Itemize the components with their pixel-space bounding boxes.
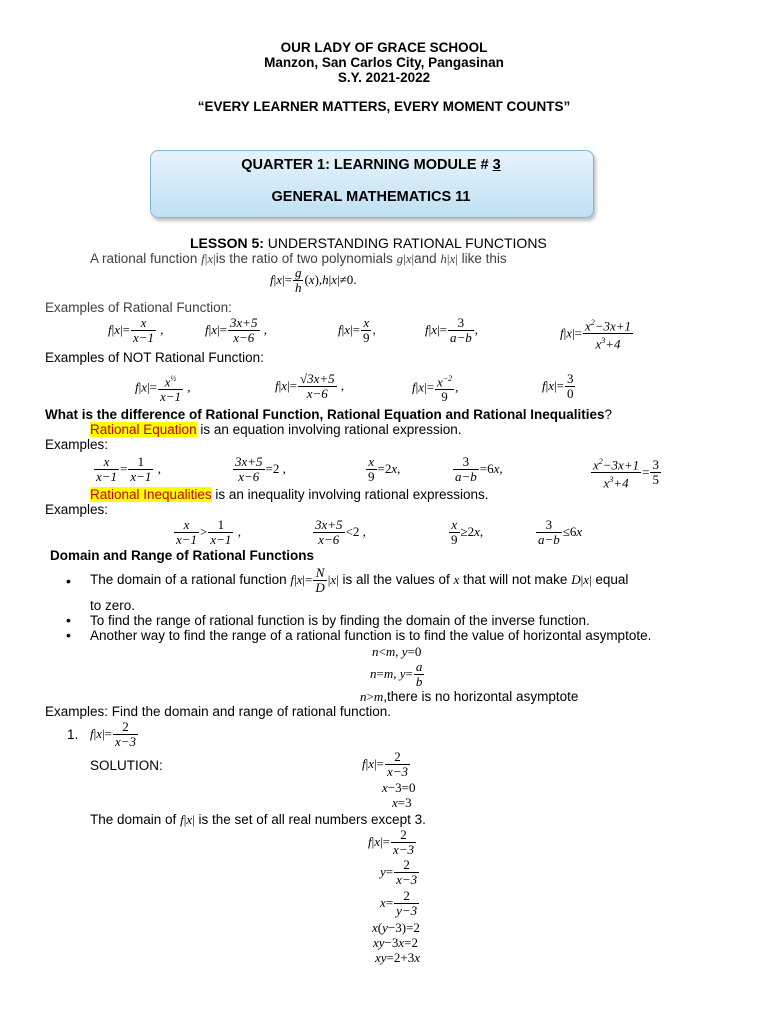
domain-range-heading: Domain and Range of Rational Functions bbox=[50, 548, 315, 563]
module-number: 3 bbox=[492, 157, 501, 173]
inverse-step-6: xy=2+3x bbox=[375, 950, 420, 965]
range-bullet-3: Another way to find the range of a rational function is to find the value of horizontal asymptote. bbox=[90, 628, 652, 643]
rational-inequalities-term: Rational Inequalities bbox=[90, 487, 212, 502]
not-rational-example-2: f|x|= $\frac{√3x+5}{x-6}$ , bbox=[275, 371, 345, 401]
bullet-3-marker: • bbox=[66, 627, 71, 643]
school-year: S.Y. 2021-2022 bbox=[337, 70, 431, 85]
equation-example-2: $\frac{3x+5}{x-6}$ =2 , bbox=[235, 454, 286, 484]
inverse-step-3: x= $\frac{2}{y-3}$ bbox=[380, 888, 418, 918]
solution-label: SOLUTION: bbox=[90, 758, 163, 773]
not-rational-example-4: f|x|= $\frac{3}{0}$ bbox=[542, 371, 574, 401]
module-subject: GENERAL MATHEMATICS 11 bbox=[271, 189, 471, 205]
bullet-1-marker: • bbox=[66, 573, 71, 589]
equation-example-3: $\frac{x}{9}$ =2x, bbox=[368, 454, 401, 484]
difference-question: What is the difference of Rational Function, Rational Equation and Rational Inequalities? bbox=[45, 407, 613, 422]
lesson-heading bbox=[190, 235, 547, 251]
school-name: OUR LADY OF GRACE SCHOOL bbox=[280, 40, 488, 55]
rational-example-3: f|x|= $\frac{x}{9}$ , bbox=[338, 315, 376, 345]
asymptote-case-1: n<m, y=0 bbox=[372, 644, 422, 659]
inverse-step-4: x(y−3)=2 bbox=[372, 920, 420, 935]
equation-example-5: $\frac{x^2-3x+1}{x^3+4}$ = $\frac{3}{5}$ bbox=[593, 457, 659, 491]
inverse-step-5: xy−3x=2 bbox=[373, 935, 419, 950]
equation-example-1: $\frac{x}{x-1}$ = $\frac{1}{x-1}$ , bbox=[96, 454, 161, 484]
example-function: f|x|= $\frac{2}{x-3}$ bbox=[90, 719, 136, 749]
inequality-example-1: $\frac{x}{x-1}$ > $\frac{1}{x-1}$ , bbox=[176, 517, 241, 547]
not-rational-example-1: f|x|= $\frac{x^{\frac{1}{2}}}{x-1}$ , bbox=[135, 374, 191, 405]
inequality-example-3: $\frac{x}{9}$ ≥2x, bbox=[451, 517, 484, 547]
asymptote-case-2: n=m, y= $\frac{a}{b}$ bbox=[370, 659, 423, 689]
inequality-example-4: $\frac{3}{a-b}$ ≤6x bbox=[538, 517, 583, 547]
inverse-step-1: f|x|= $\frac{2}{x-3}$ bbox=[368, 827, 414, 857]
inequality-example-2: $\frac{3x+5}{x-6}$ <2 , bbox=[315, 517, 366, 547]
solution-step-2: x−3=0 bbox=[382, 780, 416, 795]
module-title bbox=[150, 157, 592, 173]
not-rational-example-3: f|x|= $\frac{x^{-2}}{9}$ , bbox=[412, 374, 459, 405]
module-title-prefix: QUARTER 1: LEARNING MODULE # bbox=[241, 157, 493, 173]
examples-rational-label: Examples of Rational Function: bbox=[45, 300, 232, 315]
lesson-title: UNDERSTANDING RATIONAL FUNCTIONS bbox=[267, 235, 547, 251]
asymptote-case-3: n>m,there is no horizontal asymptote bbox=[360, 689, 579, 704]
range-bullet-2: To find the range of rational function is by finding the domain of the inverse function. bbox=[90, 613, 590, 628]
examples-not-rational-label: Examples of NOT Rational Function: bbox=[45, 350, 264, 365]
solution-step-1: f|x|= $\frac{2}{x-3}$ bbox=[362, 749, 408, 779]
examples-label-2: Examples: bbox=[45, 502, 109, 517]
rational-equation-term: Rational Equation bbox=[90, 422, 197, 437]
example-number: 1. bbox=[67, 727, 79, 742]
example-problem-intro: Examples: Find the domain and range of rational function. bbox=[45, 704, 391, 719]
rational-example-4: f|x|= $\frac{3}{a-b}$ , bbox=[425, 315, 478, 345]
domain-statement: The domain of f|x| is the set of all real numbers except 3. bbox=[90, 812, 426, 827]
inverse-step-2: y= $\frac{2}{x-3}$ bbox=[380, 857, 418, 887]
school-motto: “EVERY LEARNER MATTERS, EVERY MOMENT COUNTS” bbox=[197, 99, 571, 114]
domain-bullet-1: The domain of a rational function f|x|= $\frac{N}{D}$ |x| is all the values of x that will not make D|x| equal bbox=[90, 565, 629, 595]
rational-function-definition: A rational function f|x|is the ratio of two polynomials g|x|and h|x| like this bbox=[90, 251, 507, 266]
bullet-2-marker: • bbox=[66, 612, 71, 628]
rational-example-1: f|x|= $\frac{x}{x-1}$ , bbox=[108, 315, 164, 345]
examples-label-1: Examples: bbox=[45, 437, 109, 452]
rational-equation-definition: Rational Equation is an equation involving rational expression. bbox=[90, 422, 462, 437]
rational-example-5: f|x|= $\frac{x^2-3x+1}{x^3+4}$ bbox=[560, 318, 632, 352]
school-address: Manzon, San Carlos City, Pangasinan bbox=[264, 55, 504, 70]
domain-bullet-1-continued: to zero. bbox=[90, 598, 136, 613]
definition-formula: f|x|= $\frac{g}{h}$ (x),h|x|≠0. bbox=[270, 265, 357, 295]
rational-inequalities-definition: Rational Inequalities is an inequality involving rational expressions. bbox=[90, 487, 489, 502]
solution-step-3: x=3 bbox=[392, 795, 412, 810]
rational-example-2: f|x|= $\frac{3x+5}{x-6}$ , bbox=[205, 315, 267, 345]
equation-example-4: $\frac{3}{a-b}$ =6x, bbox=[455, 454, 503, 484]
lesson-label: LESSON 5: bbox=[190, 235, 264, 251]
